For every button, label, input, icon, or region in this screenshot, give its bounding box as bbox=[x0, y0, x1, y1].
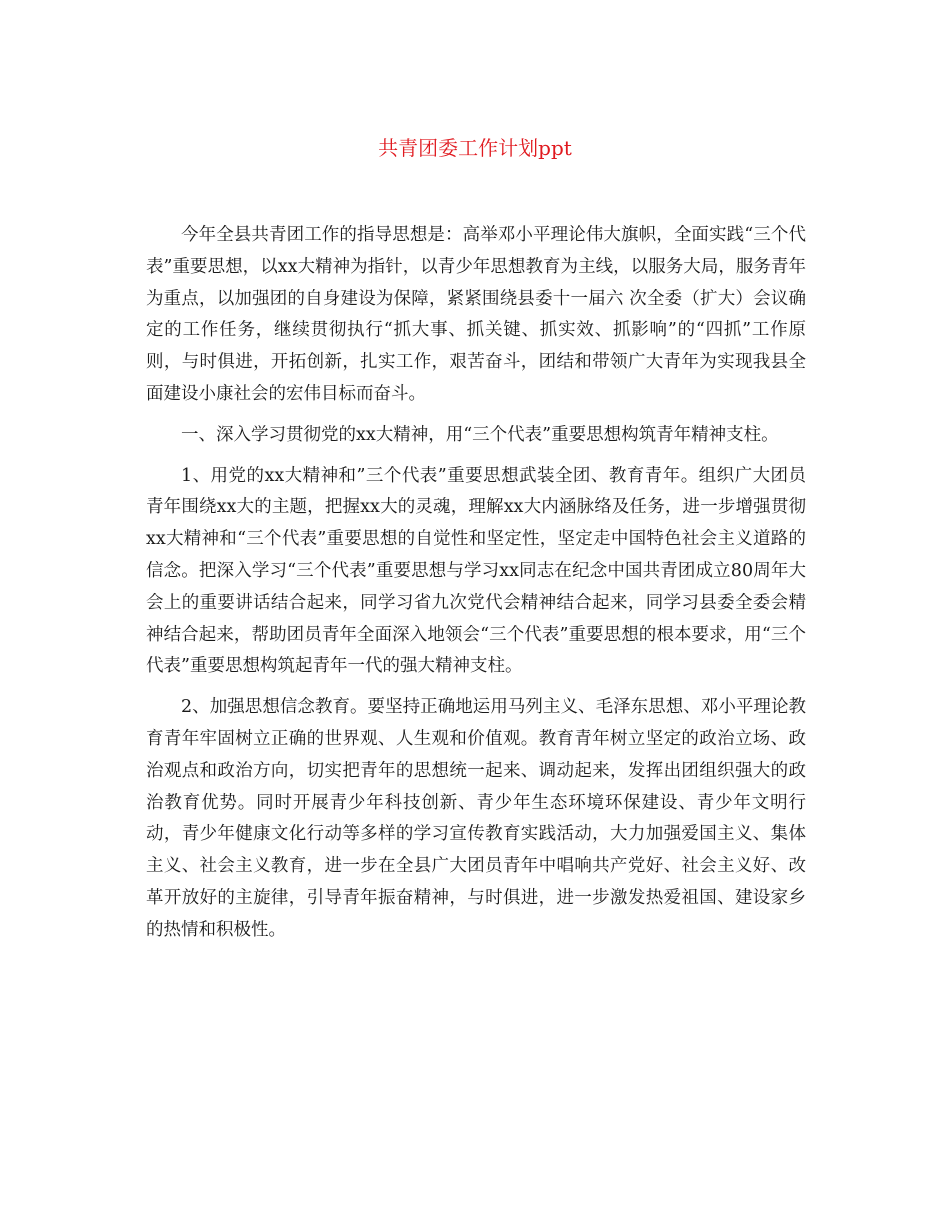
paragraph-item-2: 2、加强思想信念教育。要坚持正确地运用马列主义、毛泽东思想、邓小平理论教育青年牢固树立正确的世界观、人生观和价值观。教育青年树立坚定的政治立场、政治观点和政治方向，切实把青年的思想统一起来、调动起来，发挥出团组织强大的政治教育优势。同时开展青少年科技创新、青少年生态环境环保建设、青少年文明行动，青少年健康文化行动等多样的学习宣传教育实践活动，大力加强爱国主义、集体主义、社会主义教育，进一步在全县广大团员青年中唱响共产党好、社会主义好、改革开放好的主旋律，引导青年振奋精神，与时俱进，进一步激发热爱祖国、建设家乡的热情和积极性。 bbox=[146, 697, 806, 940]
document-title: 共青团委工作计划ppt bbox=[378, 136, 572, 160]
section-heading-1: 一、深入学习贯彻党的xx大精神，用“三个代表”重要思想构筑青年精神支柱。 bbox=[181, 424, 779, 445]
paragraph-item-1: 1、用党的xx大精神和”三个代表”重要思想武装全团、教育青年。组织广大团员青年围绕xx大的主题，把握xx大的灵魂，理解xx大内涵脉络及任务，进一步增强贯彻xx大精神和“三个代表”重要思想的自觉性和坚定性，坚定走中国特色社会主义道路的信念。把深入学习“三个代表”重要思想与学习xx同志在纪念中国共青团成立80周年大会上的重要讲话结合起来，同学习省九次党代会精神结合起来，同学习县委全委会精神结合起来，帮助团员青年全面深入地领会“三个代表”重要思想的根本要求，用“三个代表”重要思想构筑起青年一代的强大精神支柱。 bbox=[146, 465, 806, 677]
document-body bbox=[146, 220, 806, 956]
paragraph-guiding-ideology: 今年全县共青团工作的指导思想是：高举邓小平理论伟大旗帜，全面实践“三个代表”重要思想，以xx大精神为指针，以青少年思想教育为主线，以服务大局，服务青年为重点，以加强团的自身建设为保障，紧紧围绕县委十一届六 次全委（扩大）会议确定的工作任务，继续贯彻执行“抓大事、抓关键、抓实效、抓影响”的“四抓”工作原则，与时俱进，开拓创新，扎实工作，艰苦奋斗，团结和带领广大青年为实现我县全面建设小康社会的宏伟目标而奋斗。 bbox=[146, 225, 806, 404]
